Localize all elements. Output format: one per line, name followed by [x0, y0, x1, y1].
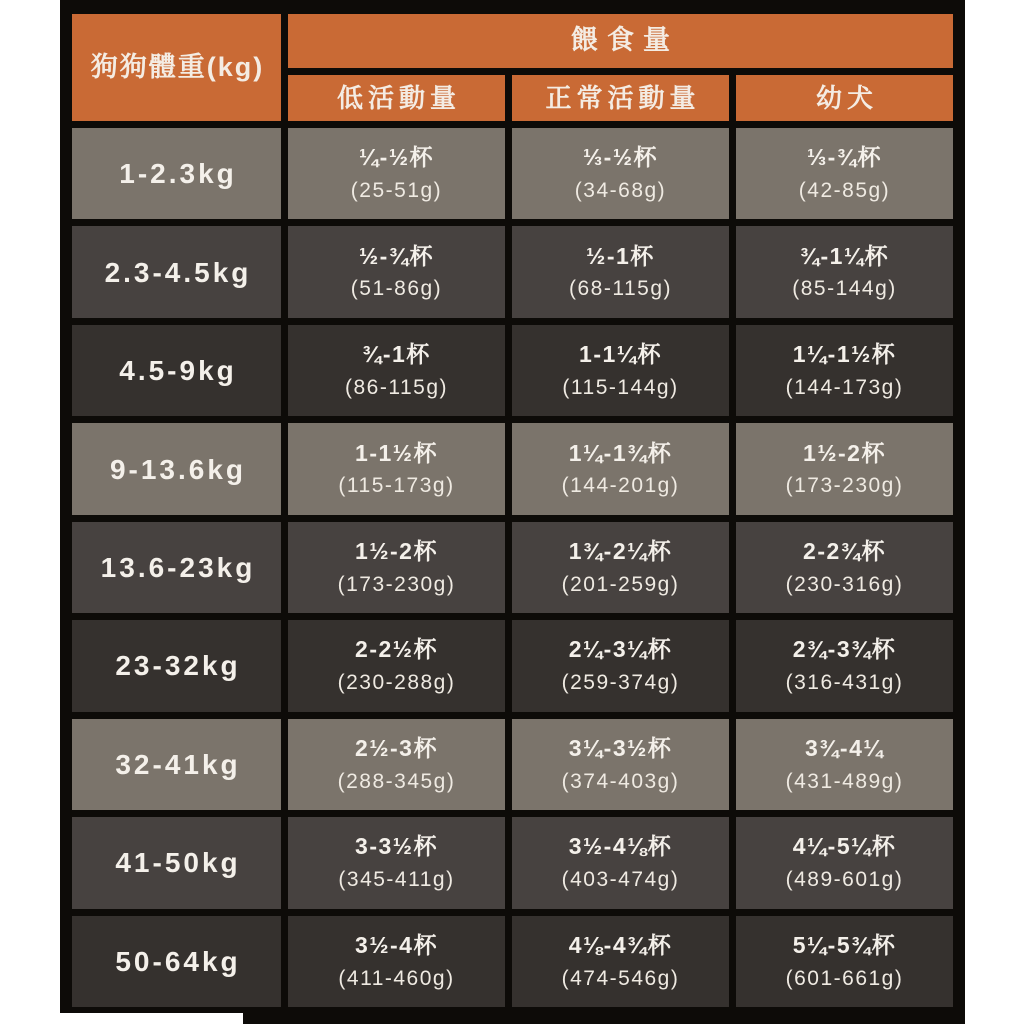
- weight-cell: [72, 522, 281, 613]
- weight-cell: [72, 916, 281, 1007]
- grams-line: (288-345g): [337, 769, 456, 793]
- cups-line: 2-2½杯: [355, 636, 438, 663]
- cups-line: 2¼-3¼杯: [568, 636, 673, 663]
- header-normal-activity-label: 正常活動量: [545, 82, 701, 113]
- weight-cell: [72, 226, 281, 317]
- grams-line: (411-460g): [338, 966, 455, 990]
- cups-line: 3½-4杯: [355, 931, 438, 958]
- grams-line: (403-474g): [561, 868, 680, 892]
- cups-line: 1-1¼杯: [579, 341, 662, 368]
- cups-line: ¾-1¼杯: [799, 242, 890, 269]
- weight-label: 1-2.3kg: [119, 158, 237, 190]
- puppy-cell: [736, 817, 953, 908]
- puppy-cell: [736, 423, 953, 514]
- grams-line: (25-51g): [350, 178, 443, 202]
- weight-label: 41-50kg: [115, 847, 241, 879]
- cups-line: ½-¾杯: [358, 242, 435, 269]
- weight-cell: [72, 719, 281, 810]
- grams-line: (489-601g): [785, 868, 904, 892]
- cups-line: 2¾-3¾杯: [792, 636, 897, 663]
- grams-line: (230-288g): [337, 671, 456, 695]
- grams-line: (431-489g): [785, 769, 904, 793]
- table-grid: [72, 14, 953, 1007]
- grams-line: (144-201g): [561, 474, 680, 498]
- header-feeding-amount: [288, 14, 953, 68]
- cups-line: 5¼-5¾杯: [792, 931, 897, 958]
- grams-line: (374-403g): [561, 769, 680, 793]
- grams-line: (173-230g): [785, 474, 904, 498]
- grams-line: (68-115g): [569, 277, 672, 301]
- bottom-page-notch: [0, 1013, 243, 1024]
- normal-activity-cell: [512, 226, 729, 317]
- weight-cell: [72, 817, 281, 908]
- header-normal-activity: [512, 75, 729, 121]
- normal-activity-cell: [512, 522, 729, 613]
- puppy-cell: [736, 719, 953, 810]
- cups-line: ¾-1杯: [362, 341, 431, 368]
- low-activity-cell: [288, 325, 505, 416]
- cups-line: 1-1½杯: [355, 439, 438, 466]
- grams-line: (51-86g): [350, 277, 443, 301]
- puppy-cell: [736, 226, 953, 317]
- header-low-activity: [288, 75, 505, 121]
- low-activity-cell: [288, 423, 505, 514]
- grams-line: (474-546g): [561, 966, 680, 990]
- grams-line: (201-259g): [561, 572, 680, 596]
- cups-line: 1¼-1¾杯: [568, 439, 673, 466]
- cups-line: ¼-½杯: [358, 144, 435, 171]
- grams-line: (34-68g): [574, 178, 667, 202]
- weight-label: 4.5-9kg: [119, 355, 237, 387]
- feeding-table: [60, 0, 965, 1024]
- cups-line: 1¾-2¼杯: [568, 537, 673, 564]
- header-feeding-amount-label: 餵食量: [571, 25, 679, 56]
- weight-label: 50-64kg: [115, 945, 241, 977]
- puppy-cell: [736, 916, 953, 1007]
- header-dog-weight-label: 狗狗體重(kg): [90, 51, 265, 82]
- cups-line: 1½-2杯: [355, 537, 438, 564]
- grams-line: (115-173g): [338, 474, 455, 498]
- weight-label: 23-32kg: [115, 650, 241, 682]
- low-activity-cell: [288, 522, 505, 613]
- header-dog-weight: [72, 14, 281, 121]
- low-activity-cell: [288, 128, 505, 219]
- low-activity-cell: [288, 226, 505, 317]
- weight-cell: [72, 128, 281, 219]
- header-low-activity-label: 低活動量: [336, 82, 461, 113]
- grams-line: (115-144g): [562, 375, 679, 399]
- puppy-cell: [736, 620, 953, 711]
- cups-line: ⅓-¾杯: [806, 144, 883, 171]
- weight-label: 9-13.6kg: [109, 453, 247, 485]
- grams-line: (601-661g): [785, 966, 904, 990]
- grams-line: (230-316g): [785, 572, 904, 596]
- puppy-cell: [736, 522, 953, 613]
- grams-line: (316-431g): [785, 671, 904, 695]
- cups-line: 3¾-4¼: [804, 734, 885, 761]
- weight-label: 13.6-23kg: [100, 551, 256, 583]
- low-activity-cell: [288, 916, 505, 1007]
- header-puppy: [736, 75, 953, 121]
- puppy-cell: [736, 325, 953, 416]
- cups-line: 4⅛-4¾杯: [568, 931, 673, 958]
- cups-line: 1½-2杯: [803, 439, 886, 466]
- cups-line: 3¼-3½杯: [568, 734, 673, 761]
- normal-activity-cell: [512, 817, 729, 908]
- cups-line: 4¼-5¼杯: [792, 833, 897, 860]
- low-activity-cell: [288, 817, 505, 908]
- cups-line: 3-3½杯: [355, 833, 438, 860]
- cups-line: 1¼-1½杯: [792, 341, 897, 368]
- grams-line: (42-85g): [798, 178, 891, 202]
- grams-line: (144-173g): [785, 375, 904, 399]
- normal-activity-cell: [512, 719, 729, 810]
- normal-activity-cell: [512, 916, 729, 1007]
- header-puppy-label: 幼犬: [815, 82, 878, 113]
- grams-line: (86-115g): [345, 375, 448, 399]
- low-activity-cell: [288, 620, 505, 711]
- grams-line: (85-144g): [792, 277, 897, 301]
- weight-cell: [72, 325, 281, 416]
- weight-label: 32-41kg: [115, 748, 241, 780]
- grams-line: (173-230g): [337, 572, 456, 596]
- cups-line: 2-2¾杯: [803, 537, 886, 564]
- cups-line: ⅓-½杯: [582, 144, 659, 171]
- weight-cell: [72, 620, 281, 711]
- normal-activity-cell: [512, 423, 729, 514]
- low-activity-cell: [288, 719, 505, 810]
- weight-cell: [72, 423, 281, 514]
- normal-activity-cell: [512, 620, 729, 711]
- puppy-cell: [736, 128, 953, 219]
- cups-line: ½-1杯: [586, 242, 655, 269]
- grams-line: (259-374g): [561, 671, 680, 695]
- normal-activity-cell: [512, 128, 729, 219]
- cups-line: 2½-3杯: [355, 734, 438, 761]
- cups-line: 3½-4⅛杯: [568, 833, 673, 860]
- weight-label: 2.3-4.5kg: [104, 256, 252, 288]
- normal-activity-cell: [512, 325, 729, 416]
- grams-line: (345-411g): [338, 868, 455, 892]
